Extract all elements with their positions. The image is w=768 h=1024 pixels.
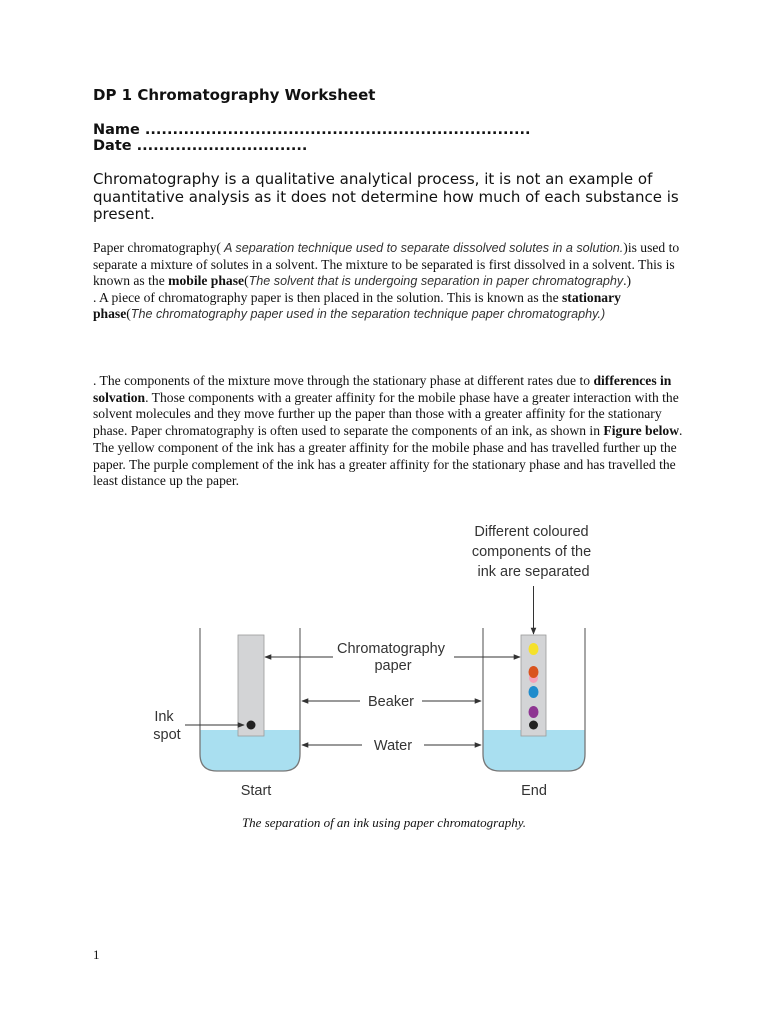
name-field-line: Name ...................................................................... bbox=[93, 122, 531, 138]
beaker-label: Beaker bbox=[368, 694, 414, 710]
para1-text-4: .) bbox=[623, 273, 632, 289]
intro-paragraph: Chromatography is a qualitative analytical process, it is not an example of quantitative analysis as it does not determine how much of each substance is present. bbox=[93, 170, 679, 223]
components-label-line-3: ink are separated bbox=[477, 564, 590, 580]
para1-text-3: ( bbox=[244, 273, 249, 289]
blue-spot bbox=[529, 686, 539, 698]
paper-label bbox=[337, 641, 449, 674]
paper-label-line-1: Chromatography bbox=[336, 641, 445, 657]
definition-paper-chromatography: A separation technique used to separate dissolved solutes in a solution. bbox=[220, 241, 624, 255]
date-field-line: Date ............................... bbox=[93, 138, 308, 154]
paper-label-line-2: paper bbox=[374, 658, 412, 674]
paper-chromatography-paragraph bbox=[93, 240, 683, 323]
components-label-line-2: components of the bbox=[471, 544, 592, 560]
para2-text-3: . The yellow component of the ink has a greater affinity for the mobile phase and has travelled further up the paper. The purple complement of the ink has a greater affinity for the stationary phase and has travelled the least distance up the paper. bbox=[93, 423, 683, 489]
end-label: End bbox=[521, 783, 547, 799]
ink-label-line-1: Ink bbox=[154, 709, 174, 725]
ink-spot-label bbox=[153, 709, 180, 743]
figure-reference: Figure below bbox=[603, 423, 680, 439]
yellow-spot bbox=[529, 643, 539, 655]
start-beaker bbox=[200, 628, 300, 771]
purple-spot bbox=[529, 706, 539, 718]
para2-text-1: . The components of the mixture move through the stationary phase at different rates due to bbox=[93, 373, 594, 388]
term-mobile-phase: mobile phase bbox=[168, 273, 245, 289]
components-label bbox=[472, 524, 595, 580]
end-beaker bbox=[483, 628, 585, 771]
ink-label-line-2: spot bbox=[153, 727, 181, 743]
worksheet-title: DP 1 Chromatography Worksheet bbox=[93, 86, 376, 104]
chromatography-diagram bbox=[140, 518, 610, 810]
para1-text-6: ( bbox=[126, 306, 131, 322]
definition-mobile-phase: The solvent that is undergoing separation in paper chromatography bbox=[248, 274, 624, 289]
para1-text-1: Paper chromatography( bbox=[93, 240, 221, 255]
start-label: Start bbox=[240, 783, 272, 799]
components-label-line-1: Different coloured bbox=[474, 524, 589, 540]
orange-spot bbox=[529, 666, 539, 678]
water-label: Water bbox=[373, 738, 413, 754]
para1-text-5: . A piece of chromatography paper is then placed in the solution. This is known as the bbox=[93, 289, 563, 305]
end-ink-dot bbox=[529, 721, 538, 730]
figure-caption: The separation of an ink using paper chromatography. bbox=[241, 815, 527, 830]
page-number: 1 bbox=[93, 947, 100, 962]
ink-spot-dot bbox=[247, 721, 256, 730]
term-differences-in-solvation: differences in solvation bbox=[93, 373, 672, 405]
definition-stationary-phase: The chromatography paper used in the separation technique paper chromatography.) bbox=[130, 307, 606, 322]
separation-paragraph bbox=[93, 373, 693, 490]
term-stationary-phase: stationary phase bbox=[93, 289, 621, 322]
para1-text-2: )is used to separate a mixture of solutes in a solvent. The mixture to be separated is first dissolved in a solvent. This is known as the bbox=[93, 240, 680, 289]
para2-text-2: . Those components with a greater affinity for the mobile phase have a greater interaction with the solvent molecules and they move further up the paper than those with a greater affinity for the stationary phase. Paper chromatography is often used to separate the components of an ink, as shown in bbox=[93, 389, 679, 439]
